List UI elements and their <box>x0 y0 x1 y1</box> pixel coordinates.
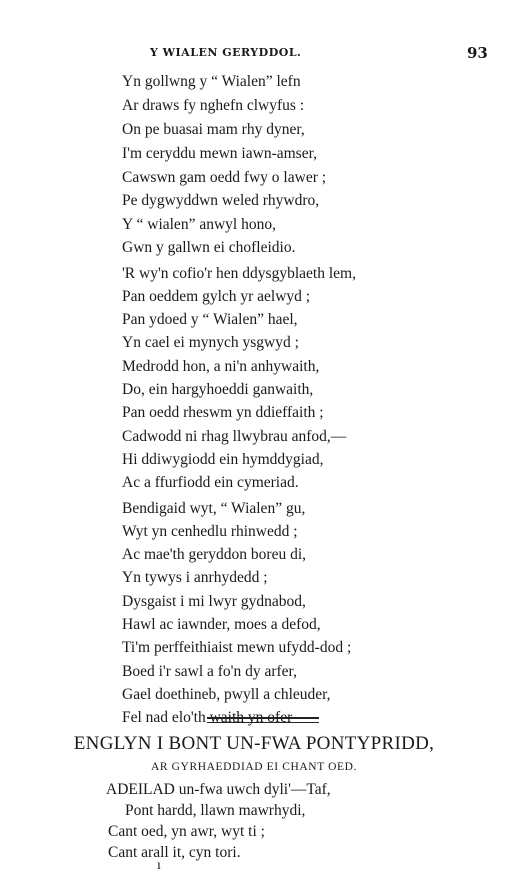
page-number: 93 <box>467 44 488 62</box>
poem-line: Cawswn gam oedd fwy o lawer ; <box>122 169 327 186</box>
poem-line: Fel nad elo'th waith yn ofer <box>122 709 293 726</box>
poem-line: Gwn y gallwn ei chofleidio. <box>122 239 296 256</box>
poem-line: On pe buasai mam rhy dyner, <box>122 121 305 138</box>
running-head: Y WIALEN GERYDDOL. <box>150 46 302 59</box>
poem-line: Y “ wialen” anwyl hono, <box>122 216 276 233</box>
poem-line: Pan ydoed y “ Wialen” hael, <box>122 311 298 328</box>
poem-line: 'R wy'n cofio'r hen ddysgyblaeth lem, <box>122 265 356 282</box>
poem-line: Cadwodd ni rhag llwybrau anfod,— <box>122 428 347 445</box>
poem-line: Yn cael ei mynych ysgwyd ; <box>122 334 299 351</box>
poem-line: Pe dygwyddwn weled rhywdro, <box>122 192 320 209</box>
poem-line: Hi ddiwygiodd ein hymddygiad, <box>122 451 324 468</box>
poem-line: Ac a ffurfiodd ein cymeriad. <box>122 474 299 491</box>
poem-line: Boed i'r sawl a fo'n dy arfer, <box>122 663 297 680</box>
signature-mark: ı <box>157 858 161 873</box>
poem-line: Dysgaist i mi lwyr gydnabod, <box>122 593 306 610</box>
poem-line: I'm ceryddu mewn iawn-amser, <box>122 145 317 162</box>
poem-line: Do, ein hargyhoeddi ganwaith, <box>122 381 314 398</box>
poem-line: Wyt yn cenhedlu rhinwedd ; <box>122 523 298 540</box>
englyn-line: ADEILAD un-fwa uwch dyli'—Taf, <box>106 781 331 798</box>
poem-line: Pan oeddem gylch yr aelwyd ; <box>122 288 311 305</box>
englyn-line: Cant oed, yn awr, wyt ti ; <box>108 823 265 840</box>
englyn-title: ENGLYN I BONT UN-FWA PONTYPRIDD, <box>73 733 435 754</box>
poem-line: Medrodd hon, a ni'n anhywaith, <box>122 358 320 375</box>
englyn-line: Pont hardd, llawn mawrhydi, <box>125 802 306 819</box>
poem-line: Ac mae'th geryddon boreu di, <box>122 546 307 563</box>
poem-line: Pan oedd rheswm yn ddieffaith ; <box>122 404 324 421</box>
poem-line: Yn tywys i anrhydedd ; <box>122 569 268 586</box>
section-divider <box>207 722 319 723</box>
englyn-line: Cant arall it, cyn tori. <box>108 844 241 861</box>
poem-line: Ti'm perffeithiaist mewn ufydd-dod ; <box>122 639 352 656</box>
poem-line: Bendigaid wyt, “ Wialen” gu, <box>122 500 306 517</box>
poem-line: Yn gollwng y “ Wialen” lefn <box>122 73 301 90</box>
englyn-subtitle: AR GYRHAEDDIAD EI CHANT OED. <box>150 761 357 773</box>
section-divider <box>207 717 319 719</box>
poem-line: Hawl ac iawnder, moes a defod, <box>122 616 321 633</box>
poem-line: Ar draws fy nghefn clwyfus : <box>122 97 305 114</box>
poem-line: Gael doethineb, pwyll a chleuder, <box>122 686 331 703</box>
